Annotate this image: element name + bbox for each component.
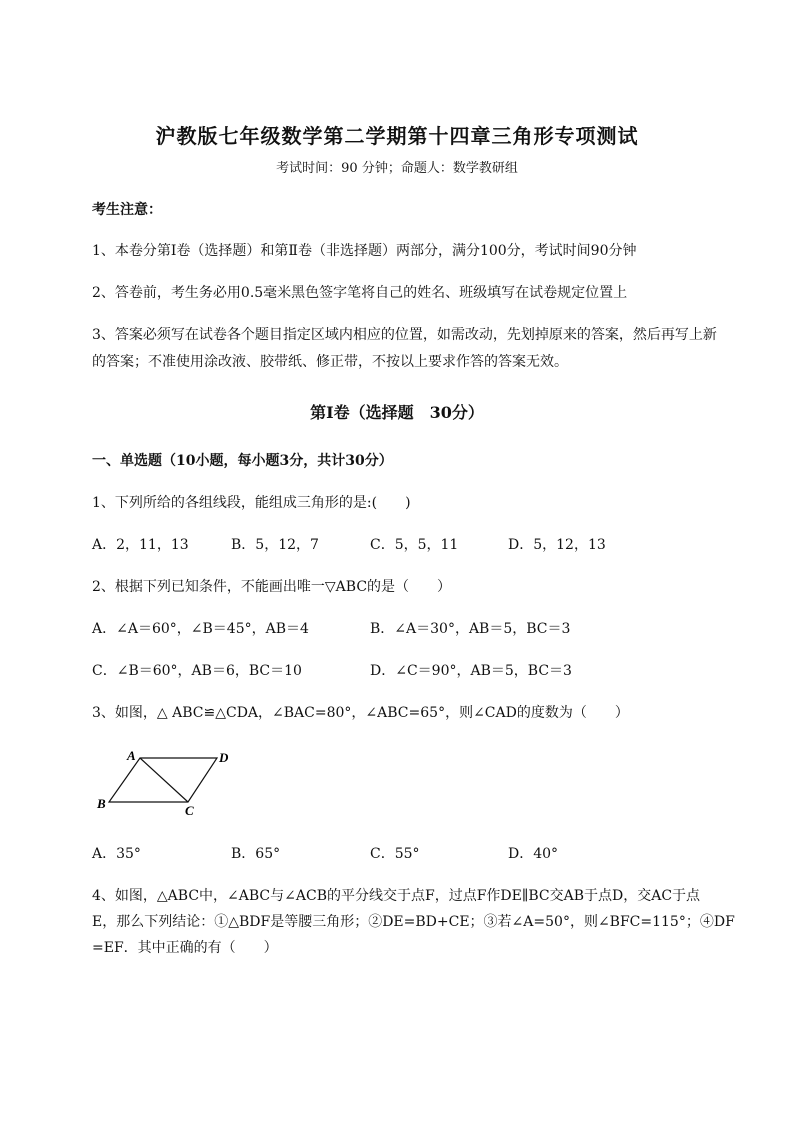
page-title: 沪教版七年级数学第二学期第十四章三角形专项测试 <box>155 124 639 148</box>
q2-option-c: C．∠B＝60°，AB＝6，BC＝10 <box>92 663 302 679</box>
label-a: A <box>127 748 136 763</box>
notice-item-3-cont: 的答案；不准使用涂改液、胶带纸、修正带，不按以上要求作答的答案无效。 <box>92 354 568 370</box>
q1-option-b: B．5，12，7 <box>231 537 319 553</box>
notice-heading: 考生注意： <box>92 202 162 218</box>
q4-line-3: =EF．其中正确的有（ ） <box>92 940 278 956</box>
label-d: D <box>219 750 229 765</box>
q3-option-a: A．35° <box>92 846 141 862</box>
section-title: 第Ⅰ卷（选择题 30分） <box>310 403 484 422</box>
q1-option-c: C．5，5，11 <box>370 537 459 553</box>
q3-stem: 3、如图，△ ABC≌△CDA，∠BAC=80°，∠ABC=65°，则∠CAD的度数为（ ） <box>92 705 629 721</box>
label-c: C <box>185 803 194 818</box>
page-subtitle: 考试时间：90 分钟；命题人：数学教研组 <box>276 161 518 176</box>
q2-option-a: A．∠A＝60°，∠B＝45°，AB＝4 <box>92 621 309 637</box>
diagonal-ac <box>140 758 188 802</box>
q2-stem: 2、根据下列已知条件，不能画出唯一▽ABC的是（ ） <box>92 579 452 595</box>
notice-item-2: 2、答卷前，考生务必用0.5毫米黑色签字笔将自己的姓名、班级填写在试卷规定位置上 <box>92 285 628 301</box>
q3-figure <box>92 745 242 825</box>
q4-line-2: E，那么下列结论：①△BDF是等腰三角形；②DE=BD+CE；③若∠A=50°，则∠BFC=115°；④DF <box>92 914 735 930</box>
q1-option-d: D．5，12，13 <box>508 537 606 553</box>
notice-item-1: 1、本卷分第Ⅰ卷（选择题）和第Ⅱ卷（非选择题）两部分，满分100分，考试时间90分钟 <box>92 243 637 259</box>
q3-option-d: D．40° <box>508 846 559 862</box>
parallelogram-abcd <box>109 758 217 802</box>
q2-option-b: B．∠A＝30°，AB＝5，BC＝3 <box>370 621 571 637</box>
q3-option-b: B．65° <box>231 846 281 862</box>
q3-option-c: C．55° <box>370 846 420 862</box>
q1-option-a: A．2，11，13 <box>92 537 189 553</box>
label-b: B <box>97 796 106 811</box>
q4-line-1: 4、如图，△ABC中，∠ABC与∠ACB的平分线交于点F，过点F作DE∥BC交AB于点D，交AC于点 <box>92 888 701 904</box>
q1-stem: 1、下列所给的各组线段，能组成三角形的是:( ) <box>92 495 411 511</box>
part-heading: 一、单选题（10小题，每小题3分，共计30分） <box>92 453 393 469</box>
q2-option-d: D．∠C＝90°，AB＝5，BC＝3 <box>370 663 572 679</box>
notice-item-3: 3、答案必须写在试卷各个题目指定区域内相应的位置，如需改动，先划掉原来的答案，然后再写上新 <box>92 327 717 343</box>
